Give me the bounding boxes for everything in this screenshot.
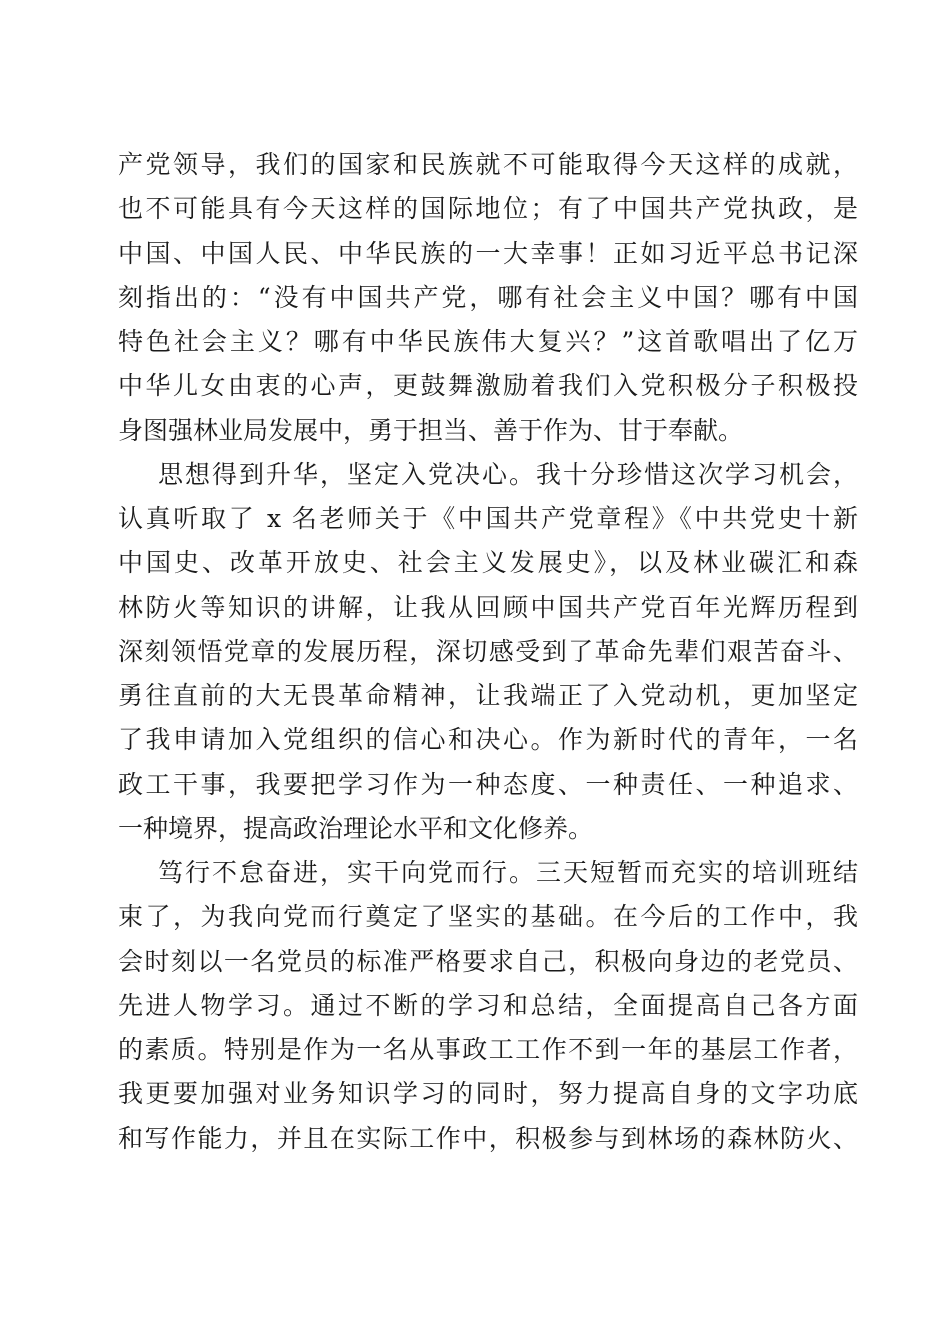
text-line: 刻指出的：“没有中国共产党，哪有社会主义中国？哪有中国 xyxy=(118,282,858,312)
paragraph xyxy=(118,851,858,1161)
paragraph xyxy=(118,143,858,453)
text-line: 产党领导，我们的国家和民族就不可能取得今天这样的成就， xyxy=(118,150,858,179)
text-line: 也不可能具有今天这样的国际地位；有了中国共产党执政，是 xyxy=(118,194,858,224)
text-line: 束了，为我向党而行奠定了坚实的基础。在今后的工作中，我 xyxy=(118,902,858,932)
text-line: 勇往直前的大无畏革命精神，让我端正了入党动机，更加坚定 xyxy=(118,681,858,710)
text-line: 特色社会主义？哪有中华民族伟大复兴？”这首歌唱出了亿万 xyxy=(118,327,858,356)
text-line: 笃行不怠奋进，实干向党而行。三天短暂而充实的培训班结 xyxy=(158,858,858,887)
text-line: 我更要加强对业务知识学习的同时，努力提高自身的文字功底 xyxy=(118,1079,858,1109)
text-line: 政工干事，我要把学习作为一种态度、一种责任、一种追求、 xyxy=(118,769,858,799)
text-line: 的素质。特别是作为一名从事政工工作不到一年的基层工作者， xyxy=(118,1035,858,1064)
text-line: 思想得到升华，坚定入党决心。我十分珍惜这次学习机会， xyxy=(158,459,858,489)
text-line: 身图强林业局发展中，勇于担当、善于作为、甘于奉献。 xyxy=(118,415,744,445)
text-line: 林防火等知识的讲解，让我从回顾中国共产党百年光辉历程到 xyxy=(118,592,858,622)
paragraph xyxy=(118,453,858,851)
text-line: 中国、中国人民、中华民族的一大幸事！正如习近平总书记深 xyxy=(118,238,858,268)
text-line: 认真听取了 x 名老师关于《中国共产党章程》《中共党史十新 xyxy=(118,504,858,533)
text-line: 一种境界，提高政治理论水平和文化修养。 xyxy=(118,813,594,843)
text-line: 深刻领悟党章的发展历程，深切感受到了革命先辈们艰苦奋斗、 xyxy=(118,636,858,666)
text-line: 先进人物学习。通过不断的学习和总结，全面提高自己各方面 xyxy=(118,990,858,1020)
text-line: 会时刻以一名党员的标准严格要求自己，积极向身边的老党员、 xyxy=(118,946,858,976)
text-line: 中华儿女由衷的心声，更鼓舞激励着我们入党积极分子积极投 xyxy=(118,371,858,401)
text-line: 了我申请加入党组织的信心和决心。作为新时代的青年，一名 xyxy=(118,725,858,755)
text-line: 和写作能力，并且在实际工作中，积极参与到林场的森林防火、 xyxy=(118,1123,858,1153)
body-text xyxy=(118,143,858,1161)
text-line: 中国史、改革开放史、社会主义发展史》，以及林业碳汇和森 xyxy=(118,548,858,578)
